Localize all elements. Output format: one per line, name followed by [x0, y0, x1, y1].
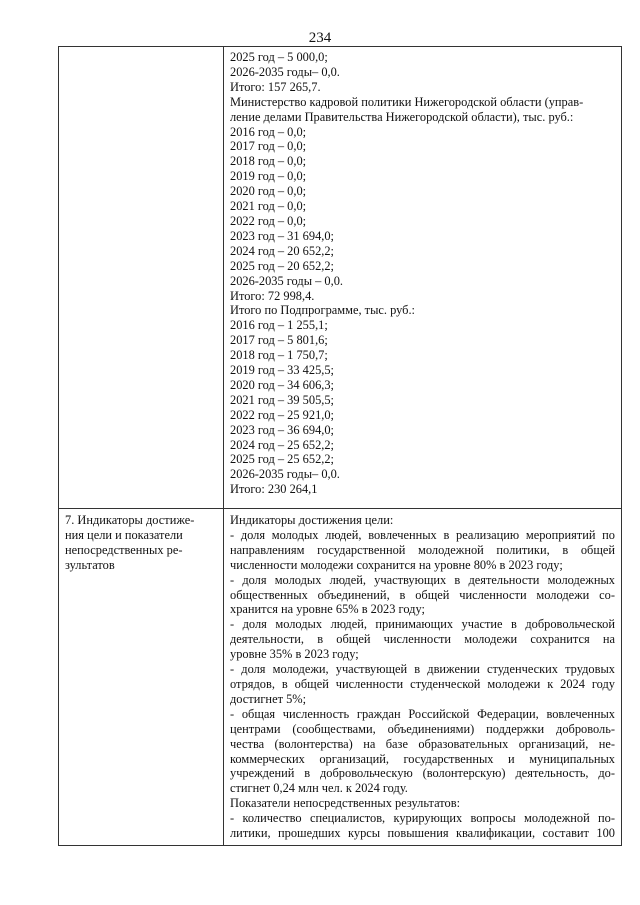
indicators-label-cell [59, 509, 224, 846]
indicator-text-line: общественных объединений, в общей численности молодежи со- [230, 587, 615, 602]
financing-line: 2023 год – 36 694,0; [230, 422, 334, 437]
indicator-text-line: - доля молодых людей, участвующих в деятельности молодежных [230, 572, 615, 587]
indicators-label-line: зультатов [65, 557, 115, 572]
financing-line: Итого: 72 998,4. [230, 288, 315, 303]
indicators-label-line: ния цели и показатели [65, 527, 183, 542]
indicator-text-line: стигнет 0,24 млн чел. к 2024 году. [230, 781, 408, 796]
financing-line: 2026-2035 годы – 0,0. [230, 273, 344, 288]
indicator-text-line: - доля молодых людей, принимающих участие в добровольческой [230, 617, 615, 632]
indicator-text-line: уровне 35% в 2023 году; [230, 647, 359, 662]
financing-line: Итого по Подпрограмме, тыс. руб.: [230, 303, 415, 318]
financing-line: 2021 год – 39 505,5; [230, 392, 334, 407]
financing-line: 2021 год – 0,0; [230, 199, 307, 214]
indicators-label-line: непосредственных ре- [65, 542, 183, 557]
financing-line: 2025 год – 20 652,2; [230, 258, 334, 273]
financing-line: 2020 год – 0,0; [230, 184, 307, 199]
indicators-text-cell [224, 509, 622, 846]
indicator-text-line: достигнет 5%; [230, 691, 307, 706]
financing-line: 2025 год – 25 652,2; [230, 452, 334, 467]
indicator-text-line: учреждений в добровольческую (волонтерскую) деятельность, до- [230, 766, 615, 781]
financing-line: 2016 год – 1 255,1; [230, 318, 328, 333]
financing-line: 2016 год – 0,0; [230, 124, 307, 139]
financing-line: 2026-2035 годы– 0,0. [230, 467, 340, 482]
table-row-financing [59, 47, 622, 509]
indicator-text-line: коммерческих организаций, государственных и муниципальных [230, 751, 615, 766]
financing-line: 2020 год – 34 606,3; [230, 377, 334, 392]
row-label-cell-empty [59, 47, 224, 509]
table-row-indicators [59, 509, 622, 846]
indicator-text-line: направлениям государственной молодежной политики, в общей [230, 542, 615, 557]
financing-line: Итого: 230 264,1 [230, 482, 318, 497]
financing-line: 2025 год – 5 000,0; [230, 50, 328, 64]
financing-line: 2019 год – 0,0; [230, 169, 307, 184]
financing-line: 2018 год – 0,0; [230, 154, 307, 169]
indicator-text-line: Индикаторы достижения цели: [230, 513, 394, 527]
indicators-label-line: 7. Индикаторы достиже- [65, 513, 195, 527]
indicator-text-line: - общая численность граждан Российской Федерации, вовлеченных [230, 706, 615, 721]
indicator-text-line: отрядов, в общей численности студенческой молодежи к 2024 году [230, 676, 615, 691]
passport-table [58, 46, 622, 846]
indicator-text-line: чества (волонтерства) на базе образовательных организаций, не- [230, 736, 615, 751]
financing-line: 2024 год – 20 652,2; [230, 243, 334, 258]
financing-line: 2024 год – 25 652,2; [230, 437, 334, 452]
financing-line: 2026-2035 годы– 0,0. [230, 64, 340, 79]
indicator-text-line: литики, прошедших курсы повышения квалификации, составит 100 [230, 826, 615, 841]
financing-line: 2018 год – 1 750,7; [230, 348, 328, 363]
financing-line: 2022 год – 0,0; [230, 213, 307, 228]
indicator-text-line: - доля молодых людей, вовлеченных в реализацию мероприятий по [230, 527, 615, 542]
financing-line: 2022 год – 25 921,0; [230, 407, 334, 422]
page-number: 234 [308, 30, 332, 46]
financing-line: 2023 год – 31 694,0; [230, 228, 334, 243]
financing-line: 2019 год – 33 425,5; [230, 363, 334, 378]
financing-line: 2017 год – 0,0; [230, 139, 307, 154]
financing-line: Итого: 157 265,7. [230, 79, 321, 94]
indicator-text-line: центрами (сообществами, объединениями) поддержки доброволь- [230, 721, 615, 736]
indicator-text-line: деятельности, в общей численности молодежи сохранится на [230, 632, 615, 647]
indicator-text-line: хранится на уровне 65% в 2023 году; [230, 602, 425, 617]
financing-line: Министерство кадровой политики Нижегородской области (управ- [230, 94, 584, 109]
indicator-text-line: Показатели непосредственных результатов: [230, 796, 461, 811]
indicator-text-line: численности молодежи сохранится на уровне 80% в 2023 году; [230, 557, 563, 572]
indicator-text-line: - доля молодежи, участвующей в движении студенческих трудовых [230, 662, 615, 677]
indicator-text-line: - количество специалистов, курирующих вопросы молодежной по- [230, 811, 615, 826]
financing-line: ление делами Правительства Нижегородской области), тыс. руб.: [230, 109, 574, 124]
financing-text-cell [224, 47, 622, 509]
financing-line: 2017 год – 5 801,6; [230, 333, 328, 348]
